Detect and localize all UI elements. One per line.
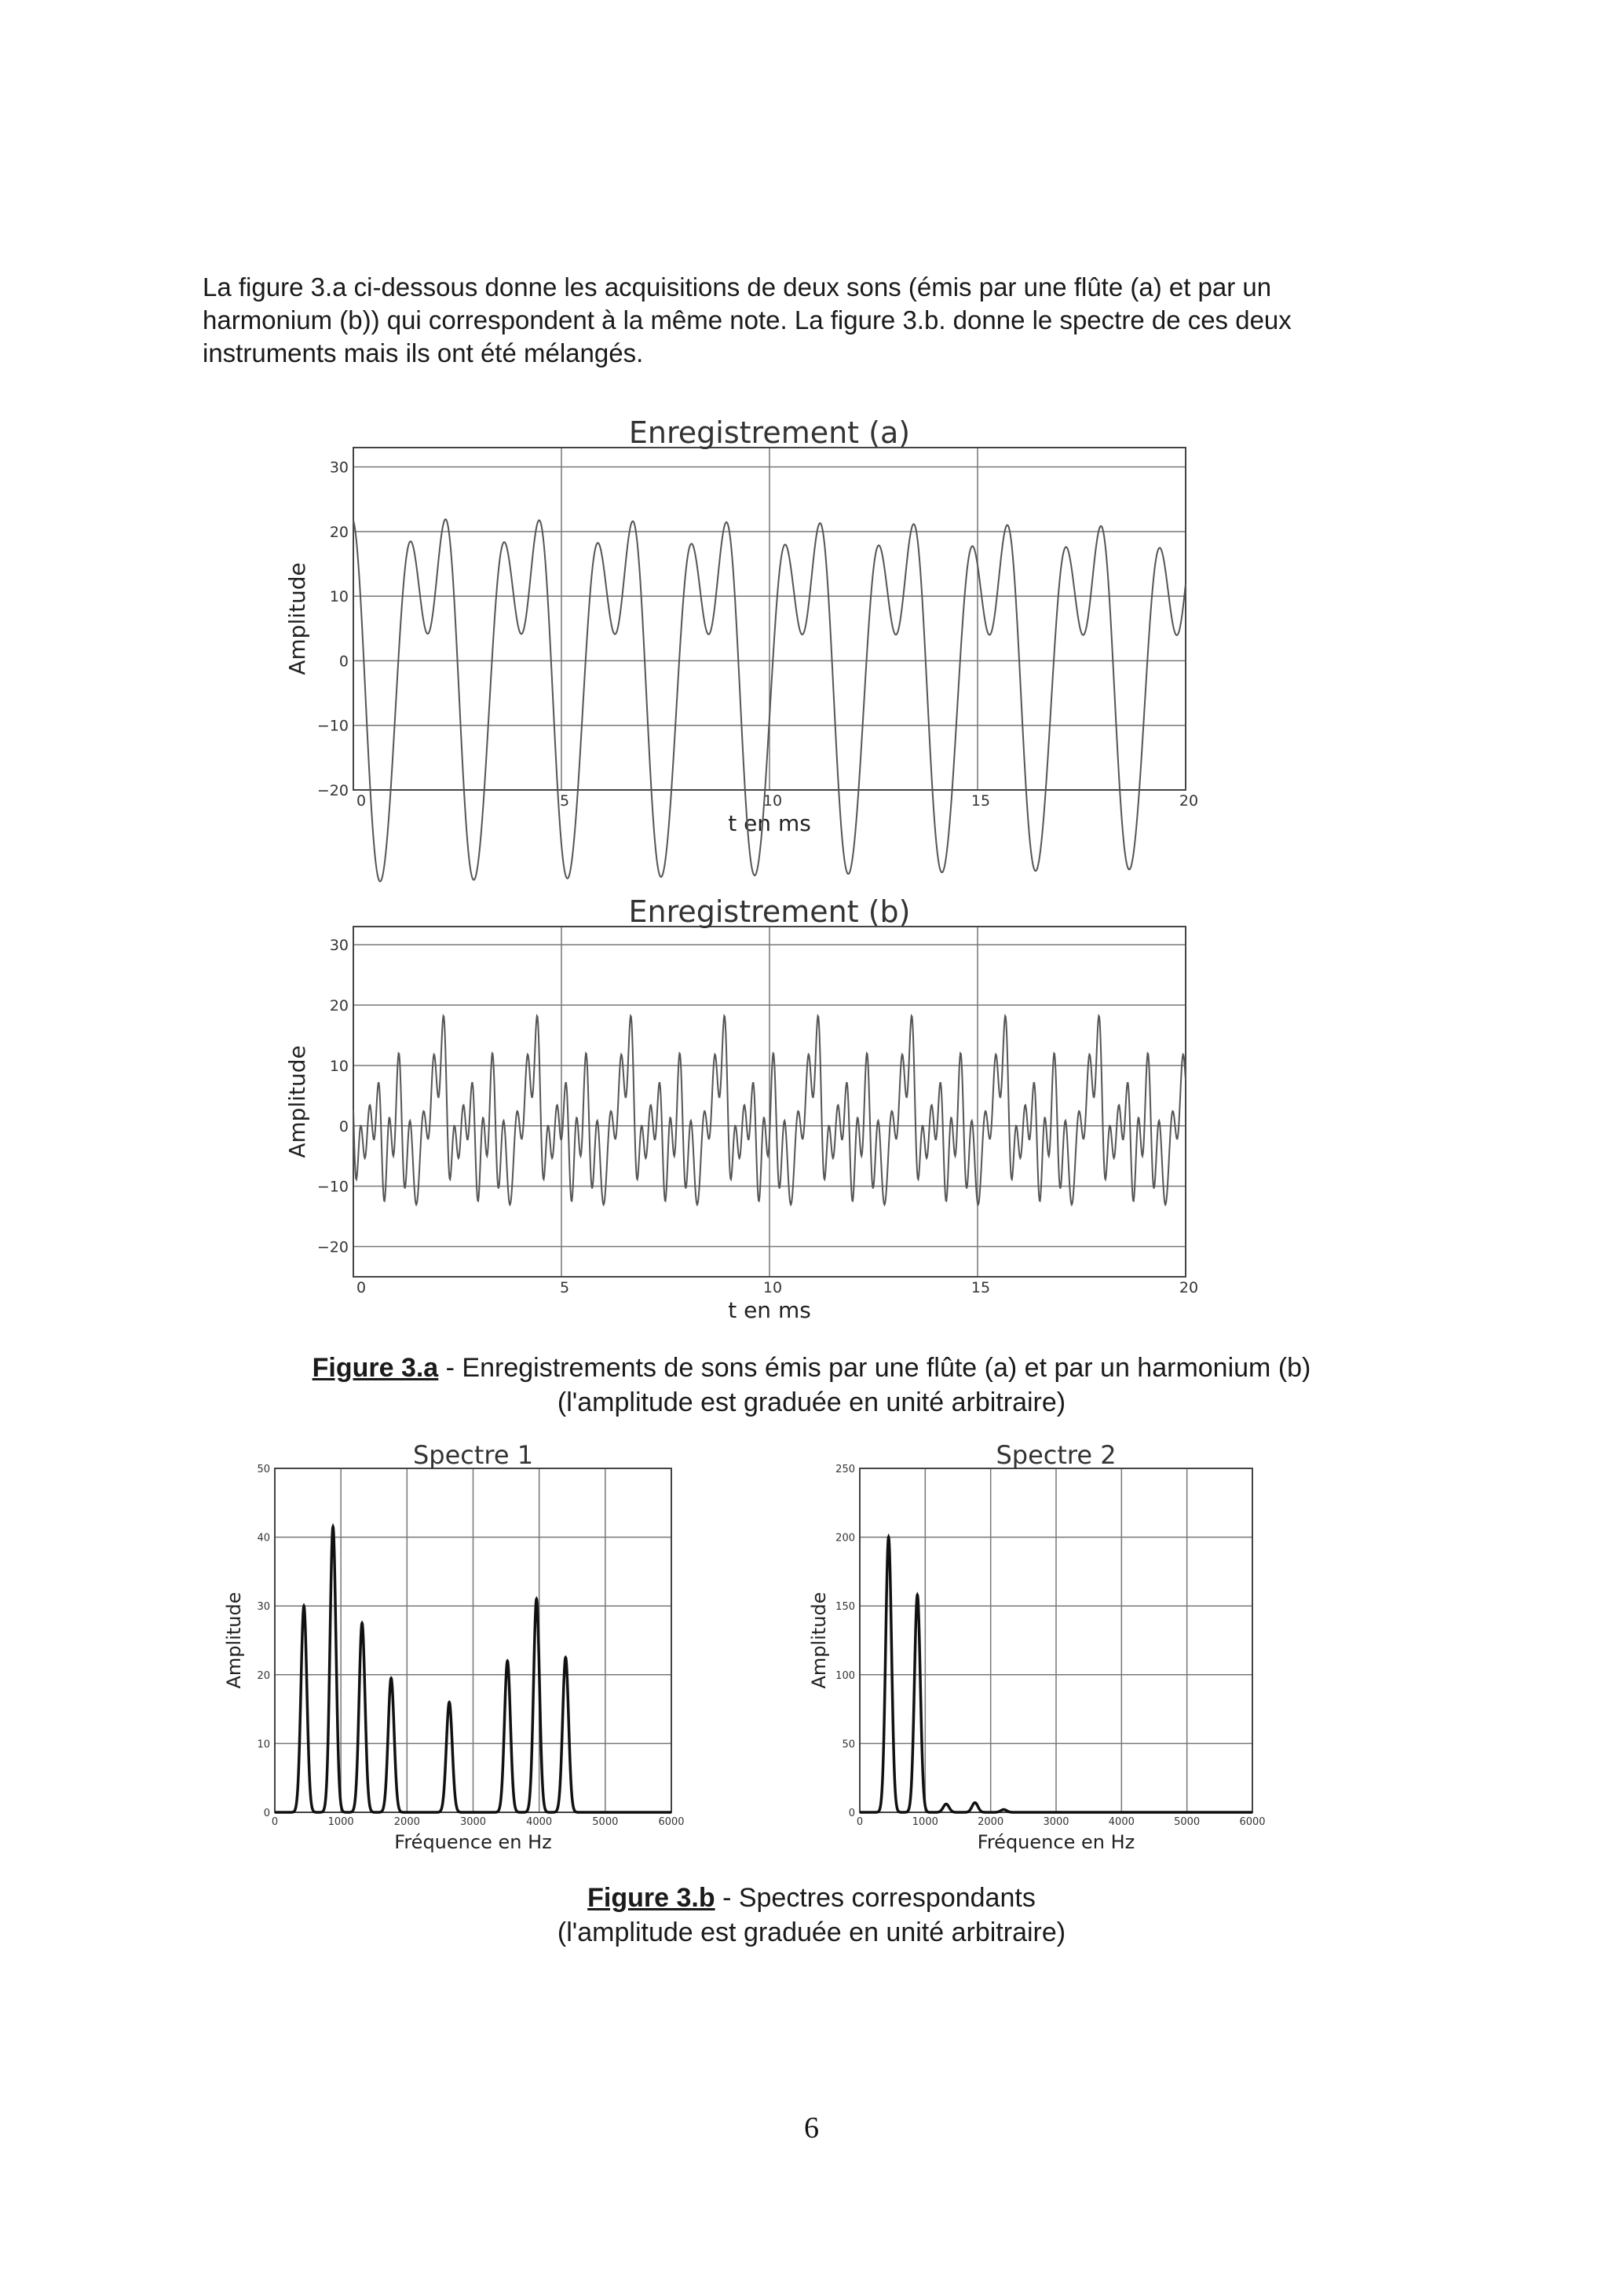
y-tick-label-5: 50 — [257, 1464, 270, 1475]
y-tick-label-5: 30 — [329, 937, 349, 955]
chart-spectrum-2 — [801, 1429, 1351, 1885]
x-tick-label-4: 20 — [1179, 792, 1199, 810]
page-number: 6 — [804, 2111, 819, 2144]
figure-3b-caption-line-2: (l'amplitude est graduée en unité arbitraire) — [557, 1918, 1066, 1947]
x-tick-label-0: 0 — [356, 792, 367, 810]
figure-3b-label: Figure 3.b — [587, 1883, 715, 1913]
y-tick-label-1: 50 — [842, 1738, 855, 1751]
y-axis-label: Amplitude — [223, 1592, 245, 1689]
x-tick-label-0: 0 — [356, 1279, 367, 1296]
figure-3a-caption-text: - Enregistrements de sons émis par une flûte (a) et par un harmonium (b) — [438, 1353, 1311, 1383]
x-tick-label-4: 4000 — [1108, 1816, 1135, 1828]
y-tick-label-4: 200 — [835, 1532, 855, 1545]
y-tick-label-3: 10 — [329, 1057, 349, 1075]
chart-title: Spectre 1 — [412, 1440, 534, 1470]
x-tick-label-2: 10 — [762, 792, 783, 810]
x-axis-label: Fréquence en Hz — [977, 1831, 1135, 1853]
x-tick-label-1: 1000 — [912, 1816, 938, 1828]
figure-3a-caption — [0, 1351, 1623, 1420]
y-tick-label-2: 0 — [338, 653, 349, 671]
x-tick-label-2: 2000 — [978, 1816, 1004, 1828]
x-tick-label-1: 1000 — [327, 1816, 354, 1828]
x-tick-label-2: 10 — [762, 1279, 783, 1296]
spectrum-peak-6 — [536, 1598, 537, 1600]
intro-line-1: La figure 3.a ci-dessous donne les acquisitions de deux sons (émis par une flûte (a) et par un — [203, 272, 1272, 302]
figure-3a-caption-line-1 — [0, 1351, 1623, 1385]
y-tick-label-3: 30 — [257, 1601, 270, 1614]
intro-line-3: instruments mais ils ont été mélangés. — [203, 338, 644, 367]
y-tick-label-0: −20 — [316, 1238, 349, 1256]
y-axis-label: Amplitude — [284, 1045, 310, 1158]
y-tick-label-5: 30 — [329, 459, 349, 477]
x-tick-label-1: 5 — [559, 1279, 570, 1296]
figure-3a-label: Figure 3.a — [312, 1353, 439, 1383]
chart-title: Enregistrement (b) — [628, 894, 911, 929]
y-axis-label: Amplitude — [284, 562, 310, 675]
x-axis-label: t en ms — [728, 1297, 811, 1323]
spectrum-peak-7 — [565, 1657, 566, 1658]
spectrum-peak-4 — [1003, 1808, 1004, 1810]
figure-3b-caption-line-1 — [0, 1881, 1623, 1915]
x-tick-label-4: 20 — [1179, 1279, 1199, 1296]
spectrum-peak-3 — [390, 1677, 392, 1679]
x-tick-label-4: 4000 — [526, 1816, 553, 1828]
figure-3a-caption-line-2: (l'amplitude est graduée en unité arbitraire) — [557, 1387, 1066, 1417]
spectrum-peak-2 — [361, 1622, 363, 1624]
spectrum-peak-1 — [916, 1594, 918, 1596]
y-tick-label-0: 0 — [263, 1808, 270, 1819]
chart-title: Enregistrement (a) — [628, 415, 911, 450]
x-tick-label-3: 15 — [971, 792, 991, 810]
x-tick-label-0: 0 — [271, 1816, 279, 1828]
y-tick-label-3: 10 — [329, 588, 349, 606]
x-tick-label-2: 2000 — [393, 1816, 420, 1828]
spectrum-peak-3 — [974, 1802, 976, 1804]
x-axis-label: Fréquence en Hz — [394, 1831, 552, 1853]
x-tick-label-5: 5000 — [1174, 1816, 1201, 1828]
spectrum-peak-1 — [332, 1526, 334, 1527]
chart-title: Spectre 2 — [996, 1440, 1117, 1470]
y-tick-label-2: 100 — [835, 1669, 855, 1682]
y-tick-label-4: 20 — [329, 996, 349, 1015]
chart-recording-a — [267, 408, 1288, 879]
x-tick-label-1: 5 — [559, 792, 570, 810]
x-tick-label-3: 15 — [971, 1279, 991, 1296]
intro-line-2: harmonium (b)) qui correspondent à la même note. La figure 3.b. donne le spectre de ces deux — [203, 305, 1292, 335]
x-tick-label-5: 5000 — [592, 1816, 619, 1828]
x-tick-label-6: 6000 — [658, 1816, 685, 1828]
spectrum-peak-5 — [506, 1660, 508, 1662]
y-tick-label-2: 20 — [257, 1669, 270, 1682]
y-tick-label-3: 150 — [835, 1601, 855, 1614]
intro-text — [203, 271, 1427, 370]
y-axis-label: Amplitude — [808, 1592, 830, 1689]
x-tick-label-6: 6000 — [1239, 1816, 1266, 1828]
y-tick-label-2: 0 — [338, 1117, 349, 1135]
y-tick-label-5: 250 — [835, 1464, 855, 1475]
spectrum-peak-0 — [888, 1537, 890, 1538]
x-tick-label-3: 3000 — [459, 1816, 487, 1828]
y-tick-label-4: 20 — [329, 523, 349, 541]
y-tick-label-1: 10 — [257, 1738, 270, 1751]
x-tick-label-0: 0 — [856, 1816, 864, 1828]
chart-recording-b — [267, 887, 1288, 1374]
spectrum-peak-4 — [448, 1702, 450, 1703]
figure-3b-caption — [0, 1881, 1623, 1950]
y-tick-label-0: 0 — [848, 1808, 855, 1819]
spectrum-peak-2 — [945, 1803, 947, 1804]
y-tick-label-4: 40 — [257, 1532, 270, 1545]
figure-3b-caption-text: - Spectres correspondants — [715, 1883, 1036, 1913]
y-tick-label-1: −10 — [316, 717, 349, 735]
y-tick-label-0: −20 — [316, 782, 349, 799]
x-tick-label-3: 3000 — [1043, 1816, 1069, 1828]
chart-spectrum-1 — [220, 1429, 769, 1885]
x-axis-label: t en ms — [728, 810, 811, 836]
y-tick-label-1: −10 — [316, 1178, 349, 1196]
spectrum-peak-0 — [303, 1605, 305, 1607]
